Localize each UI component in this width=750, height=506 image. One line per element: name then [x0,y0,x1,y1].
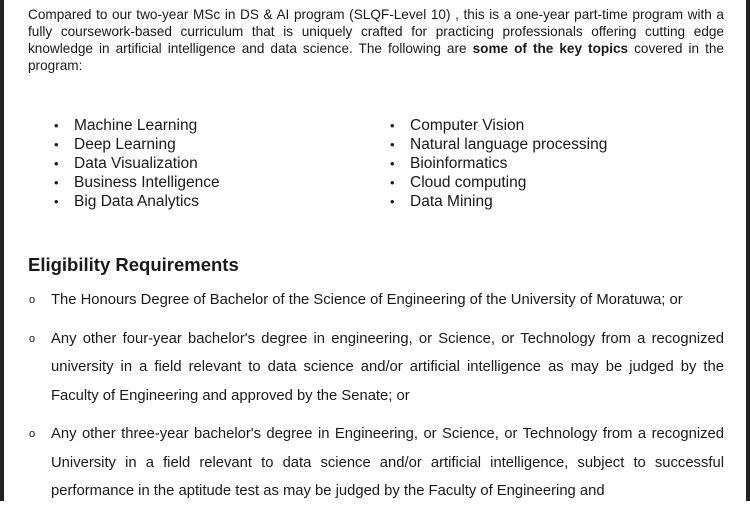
list-item [54,192,220,211]
topic-label: Bioinformatics [410,155,508,172]
list-item [54,154,220,173]
topics-column-right [390,116,607,211]
eligibility-item [28,420,724,506]
list-item [54,173,220,192]
list-item [390,192,607,211]
bullet-icon: • [54,156,59,171]
bullet-icon: • [54,118,59,133]
eligibility-item [28,325,724,411]
list-item [390,173,607,192]
bullet-icon: • [390,194,395,209]
bullet-icon: • [390,156,395,171]
bullet-icon: • [390,137,395,152]
list-item [54,135,220,154]
eligibility-text: Any other four-year bachelor's degree in engineering, or Science, or Technology from a recognized university in a field relevant to data science and/or artificial intelligence as may be judged by the Faculty of Engineering and approved by the Senate; or [51,330,724,404]
bullet-icon: • [54,175,59,190]
circle-bullet-icon: o [29,332,36,345]
topic-label: Data Mining [410,193,493,210]
eligibility-heading: Eligibility Requirements [28,254,239,275]
intro-bold-phrase: some of the key topics [472,41,629,56]
intro-text-1: Compared to our two-year MSc in DS & AI program (SLQF-Level 10) , this is a one-year part-time program with a fully coursework-based curriculum that is uniquely crafted for practicing professionals offering cutting edge knowledge in artificial intelligence and data science. The following are [28,7,724,56]
topics-column-left [54,116,220,211]
page-border-right [746,0,750,501]
list-item [390,116,607,135]
topic-label: Cloud computing [410,174,527,191]
circle-bullet-icon: o [29,428,36,440]
bullet-icon: • [54,137,59,152]
circle-bullet-icon: o [29,294,36,306]
intro-paragraph [28,6,724,74]
topic-label: Deep Learning [74,136,176,153]
bullet-icon: • [390,118,395,133]
page-border-left [0,0,4,501]
eligibility-list [28,286,724,506]
topic-label: Big Data Analytics [74,193,199,210]
topic-label: Computer Vision [410,117,525,134]
topic-label: Data Visualization [74,155,198,172]
topic-label: Machine Learning [74,117,198,134]
bullet-icon: • [54,194,59,209]
list-item [54,116,220,135]
intro-text-2: covered in the program: [28,41,724,73]
eligibility-text: The Honours Degree of Bachelor of the Science of Engineering of the University of Moratuwa; or [51,292,683,308]
bullet-icon: • [390,175,395,190]
list-item [390,135,607,154]
topic-label: Natural language processing [410,136,608,153]
topic-label: Business Intelligence [74,174,220,191]
list-item [390,154,607,173]
eligibility-item [28,286,724,315]
eligibility-text: Any other three-year bachelor's degree in Engineering, or Science, or Technology from a recognized University in a field relevant to data science and/or artificial intelligence, subject to successful performance in the aptitude test as may be judged by the Faculty of Engineering and [51,426,724,499]
